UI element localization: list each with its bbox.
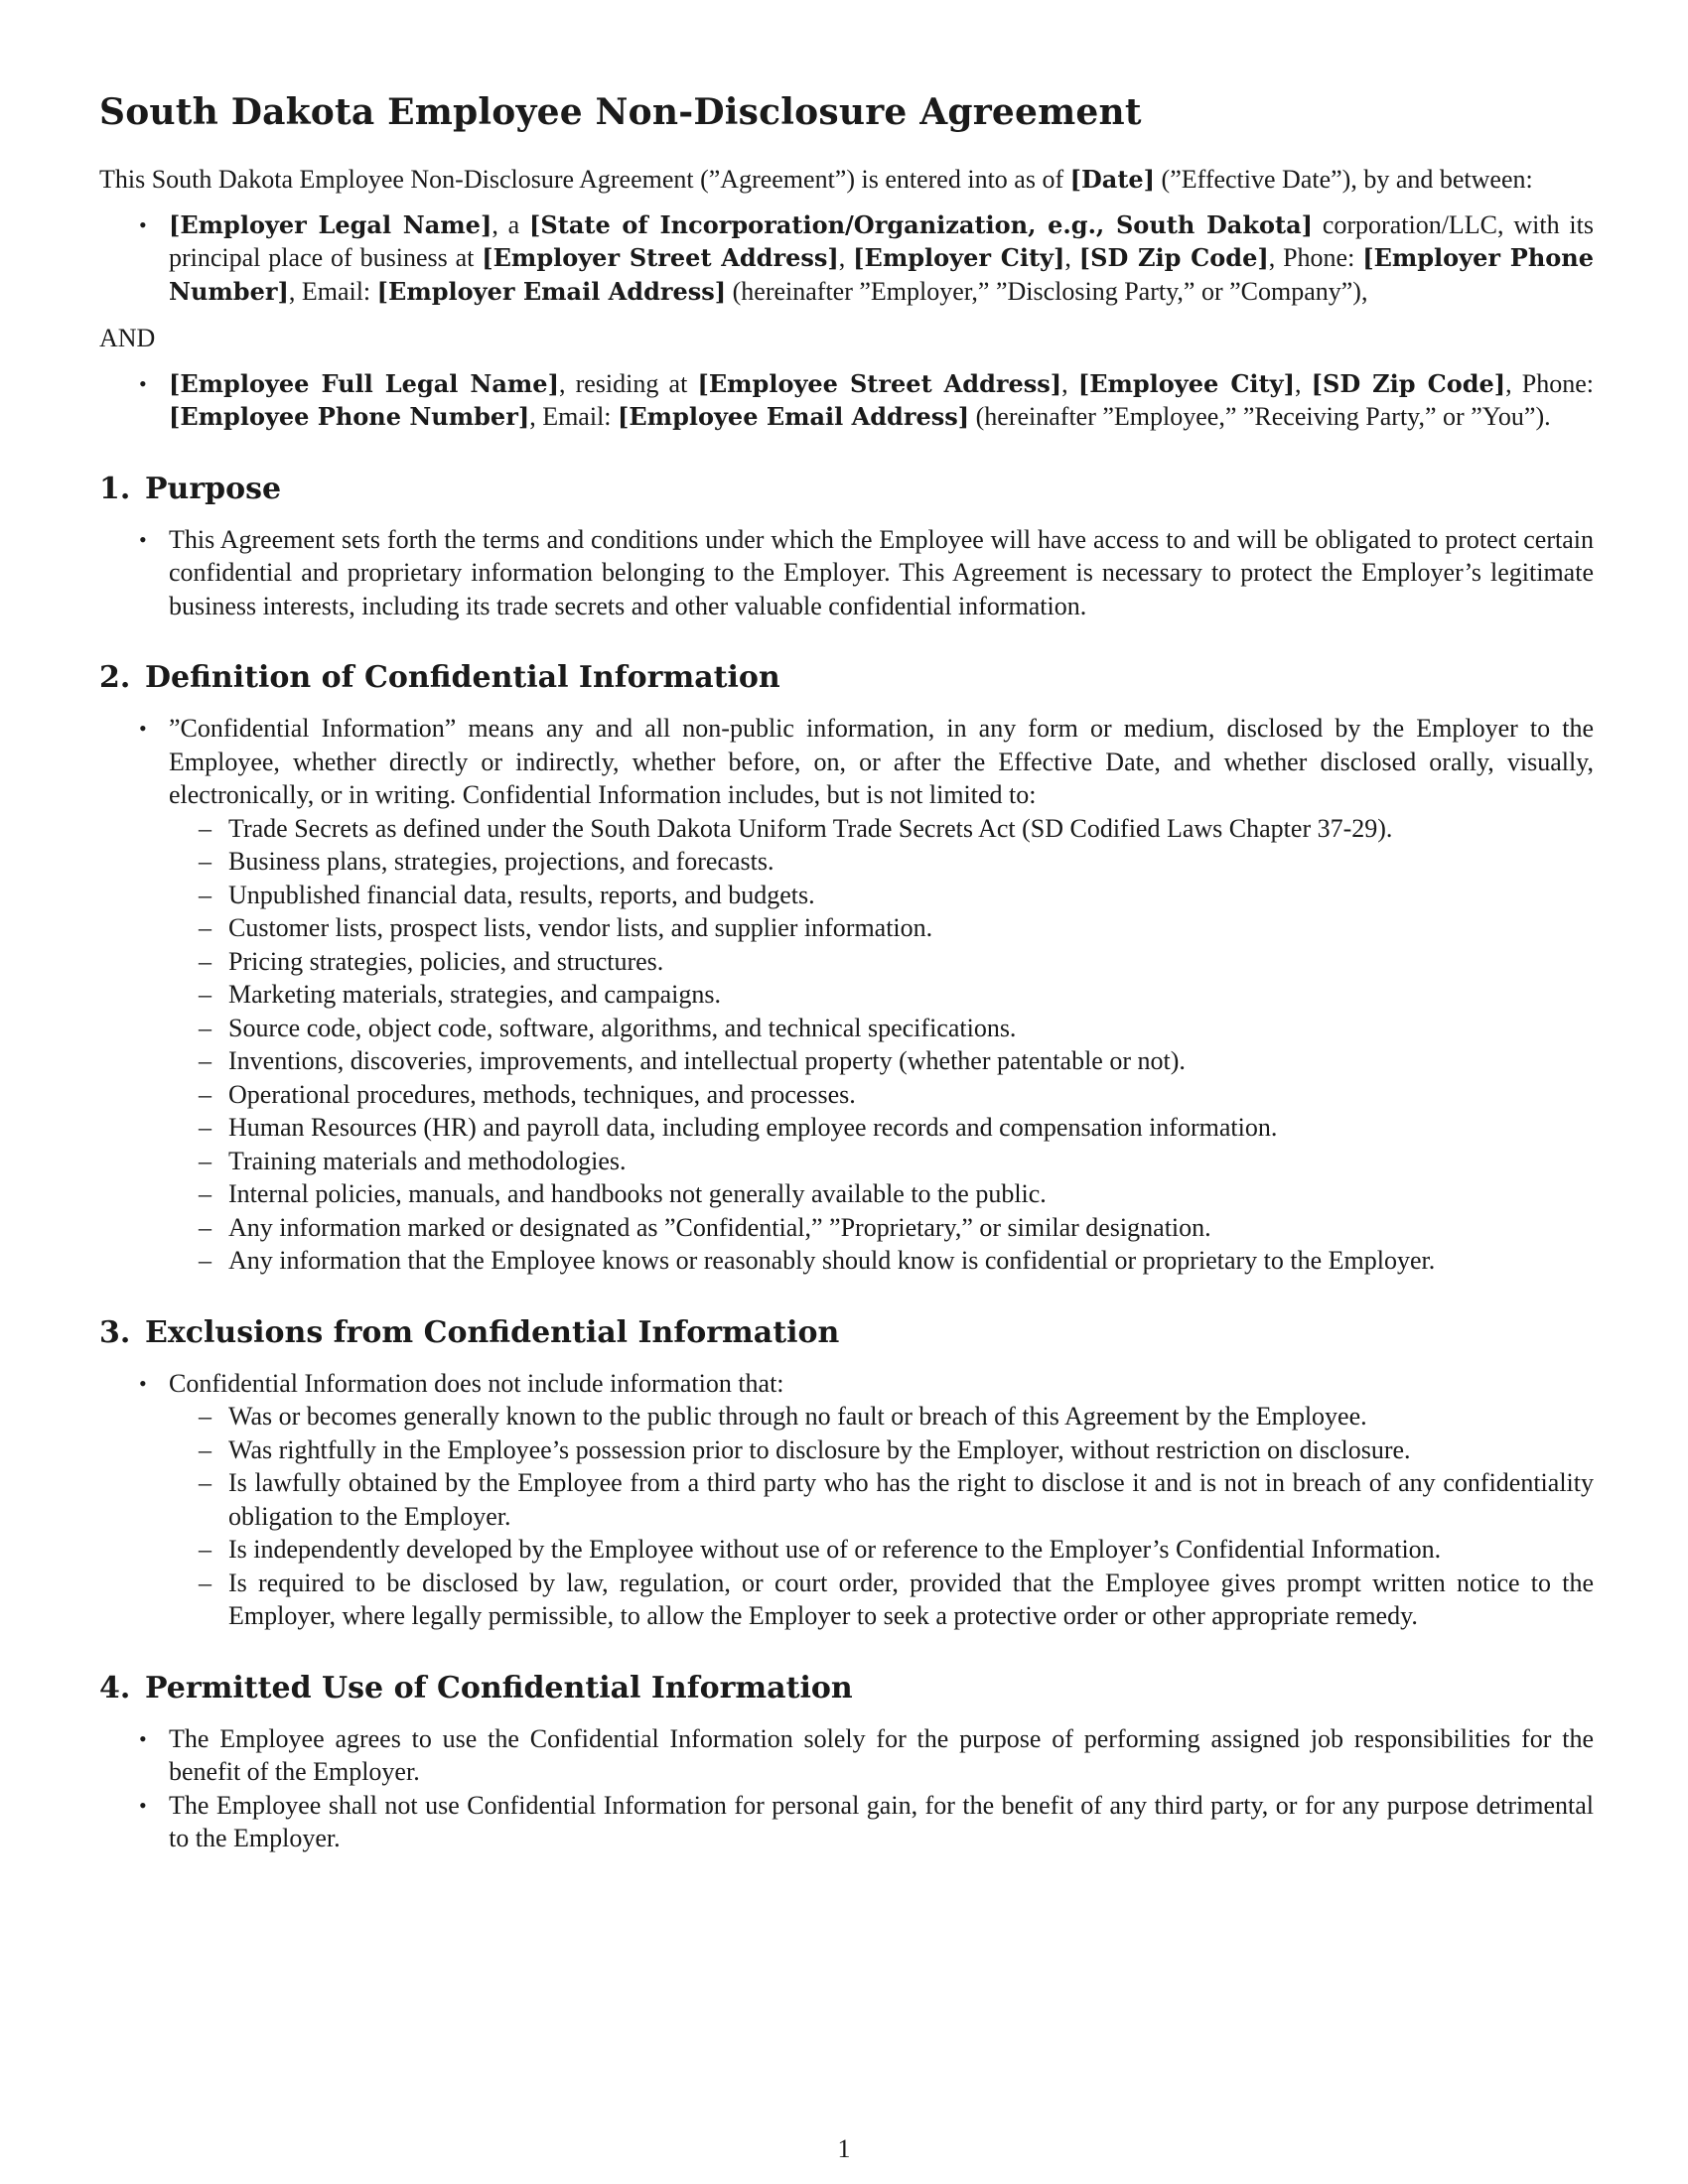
- employer-state-field: [State of Incorporation/Organization, e.g., South Dakota]: [529, 209, 1313, 239]
- sub-list-item: – Training materials and methodologies.: [228, 1145, 1594, 1178]
- definition-sublist: [169, 812, 1594, 1278]
- sub-list-item: – Human Resources (HR) and payroll data, including employee records and compensation information.: [228, 1111, 1594, 1145]
- list-item: • Confidential Information does not include information that: – Was or becomes generally known to the public through no fault or breach of this Agreement by the Employee. – Was rightfully in the Employee’s possession prior to disclosure by the Employer, without restriction on disclosure. – Is lawfully obtained by the Employee from a third party who has the right to disclose it and is not in breach of any confidentiality obligation to the Employer. – Is independently developed by the Employee without use of or reference to the Employer’s Confidential Information. – Is required to be disclosed by law, regulation, or court order, provided that the Employee gives prompt written notice to the Employer, where legally permissible, to allow the Employer to seek a protective order or other appropriate remedy.: [169, 1367, 1594, 1633]
- sub-list-item: – Pricing strategies, policies, and structures.: [228, 945, 1594, 979]
- employee-name-field: [Employee Full Legal Name]: [169, 368, 559, 398]
- document-title: South Dakota Employee Non-Disclosure Agreement: [99, 91, 1142, 133]
- sub-list-item: – Customer lists, prospect lists, vendor lists, and supplier information.: [228, 911, 1594, 945]
- employer-zip-field: [SD Zip Code]: [1078, 243, 1269, 272]
- employee-party-item: • [Employee Full Legal Name], residing at [Employee Street Address], [Employee City], [SD Zip Code], Phone: [Employee Phone Number], Email: [Employee Email Address] (hereinafter ”Employee,” ”Receiving Party,” or ”You”).: [169, 367, 1594, 434]
- employer-party-item: • [Employer Legal Name], a [State of Incorporation/Organization, e.g., South Dakota] corporation/LLC, with its principal place of business at [Employer Street Address], [Employer City], [SD Zip Code], Phone: [Employer Phone Number], Email: [Employer Email Address] (hereinafter ”Employer,” ”Disclosing Party,” or ”Company”),: [169, 208, 1594, 309]
- sub-list-item: – Unpublished financial data, results, reports, and budgets.: [228, 879, 1594, 912]
- sub-list-item: – Internal policies, manuals, and handbooks not generally available to the public.: [228, 1177, 1594, 1211]
- section-heading-permitted-use: 4. Permitted Use of Confidential Information: [99, 1670, 853, 1706]
- sub-list-item: – Is lawfully obtained by the Employee from a third party who has the right to disclose it and is not in breach of any confidentiality obligation to the Employer.: [228, 1466, 1594, 1533]
- section-exclusions-list: [99, 1367, 1594, 1633]
- employer-email-field: [Employer Email Address]: [376, 276, 727, 306]
- sub-list-item: – Inventions, discoveries, improvements, and intellectual property (whether patentable or not).: [228, 1044, 1594, 1078]
- employer-name-field: [Employer Legal Name]: [169, 209, 492, 239]
- sub-list-item: – Any information that the Employee knows or reasonably should know is confidential or proprietary to the Employer.: [228, 1244, 1594, 1278]
- sub-list-item: – Business plans, strategies, projections, and forecasts.: [228, 845, 1594, 879]
- sub-list-item: – Marketing materials, strategies, and campaigns.: [228, 978, 1594, 1012]
- section-heading-purpose: 1. Purpose: [99, 471, 282, 506]
- document-page: [99, 83, 1594, 1855]
- list-item: • The Employee agrees to use the Confidential Information solely for the purpose of performing assigned job responsibilities for the benefit of the Employer.: [169, 1722, 1594, 1789]
- section-definition-list: [99, 712, 1594, 1278]
- employer-street-field: [Employer Street Address]: [482, 243, 839, 272]
- exclusions-sublist: [169, 1400, 1594, 1633]
- and-separator: AND: [99, 324, 156, 352]
- employer-party-list: [99, 208, 1594, 309]
- intro-paragraph: This South Dakota Employee Non-Disclosure Agreement (”Agreement”) is entered into as of [Date] (”Effective Date”), by and between:: [99, 165, 1533, 194]
- employer-city-field: [Employer City]: [853, 243, 1065, 272]
- employee-zip-field: [SD Zip Code]: [1311, 368, 1506, 398]
- page-number: 1: [837, 2134, 851, 2163]
- employee-email-field: [Employee Email Address]: [618, 402, 970, 431]
- list-item: • This Agreement sets forth the terms and conditions under which the Employee will have access to and will be obligated to protect certain confidential and proprietary information belonging to the Employer. This Agreement is necessary to protect the Employer’s legitimate business interests, including its trade secrets and other valuable confidential information.: [169, 523, 1594, 623]
- sub-list-item: – Operational procedures, methods, techniques, and processes.: [228, 1078, 1594, 1112]
- section-heading-exclusions: 3. Exclusions from Confidential Information: [99, 1314, 840, 1350]
- sub-list-item: – Is independently developed by the Employee without use of or reference to the Employer’s Confidential Information.: [228, 1533, 1594, 1567]
- sub-list-item: – Any information marked or designated as ”Confidential,” ”Proprietary,” or similar designation.: [228, 1211, 1594, 1245]
- list-item: • The Employee shall not use Confidential Information for personal gain, for the benefit of any third party, or for any purpose detrimental to the Employer.: [169, 1789, 1594, 1855]
- sub-list-item: – Was rightfully in the Employee’s possession prior to disclosure by the Employer, without restriction on disclosure.: [228, 1433, 1594, 1467]
- sub-list-item: – Was or becomes generally known to the public through no fault or breach of this Agreement by the Employee.: [228, 1400, 1594, 1433]
- sub-list-item: – Is required to be disclosed by law, regulation, or court order, provided that the Employee gives prompt written notice to the Employer, where legally permissible, to allow the Employer to seek a protective order or other appropriate remedy.: [228, 1567, 1594, 1633]
- employer-phone-field: [Employer Phone Number]: [169, 243, 1595, 306]
- employee-party-list: [99, 367, 1594, 434]
- section-heading-definition: 2. Definition of Confidential Information: [99, 660, 780, 695]
- section-purpose-list: [99, 523, 1594, 623]
- sub-list-item: – Trade Secrets as defined under the South Dakota Uniform Trade Secrets Act (SD Codified Laws Chapter 37-29).: [228, 812, 1594, 846]
- effective-date-field: [Date]: [1069, 165, 1156, 194]
- section-permitted-use-list: [99, 1722, 1594, 1855]
- sub-list-item: – Source code, object code, software, algorithms, and technical specifications.: [228, 1012, 1594, 1045]
- employee-city-field: [Employee City]: [1077, 368, 1295, 398]
- employee-phone-field: [Employee Phone Number]: [169, 402, 530, 431]
- employee-street-field: [Employee Street Address]: [697, 368, 1062, 398]
- list-item: • ”Confidential Information” means any and all non-public information, in any form or medium, disclosed by the Employer to the Employee, whether directly or indirectly, whether before, on, or after the Effective Date, and whether disclosed orally, visually, electronically, or in writing. Confidential Information includes, but is not limited to: – Trade Secrets as defined under the South Dakota Uniform Trade Secrets Act (SD Codified Laws Chapter 37-29). – Business plans, strategies, projections, and forecasts. – Unpublished financial data, results, reports, and budgets. – Customer lists, prospect lists, vendor lists, and supplier information. – Pricing strategies, policies, and structures. – Marketing materials, strategies, and campaigns. – Source code, object code, software, algorithms, and technical specifications. – Inventions, discoveries, improvements, and intellectual property (whether patentable or not). – Operational procedures, methods, techniques, and processes. – Human Resources (HR) and payroll data, including employee records and compensation information. – Training materials and methodologies. – Internal policies, manuals, and handbooks not generally available to the public. – Any information marked or designated as ”Confidential,” ”Proprietary,” or similar designation. – Any information that the Employee knows or reasonably should know is confidential or proprietary to the Employer.: [169, 712, 1594, 1278]
